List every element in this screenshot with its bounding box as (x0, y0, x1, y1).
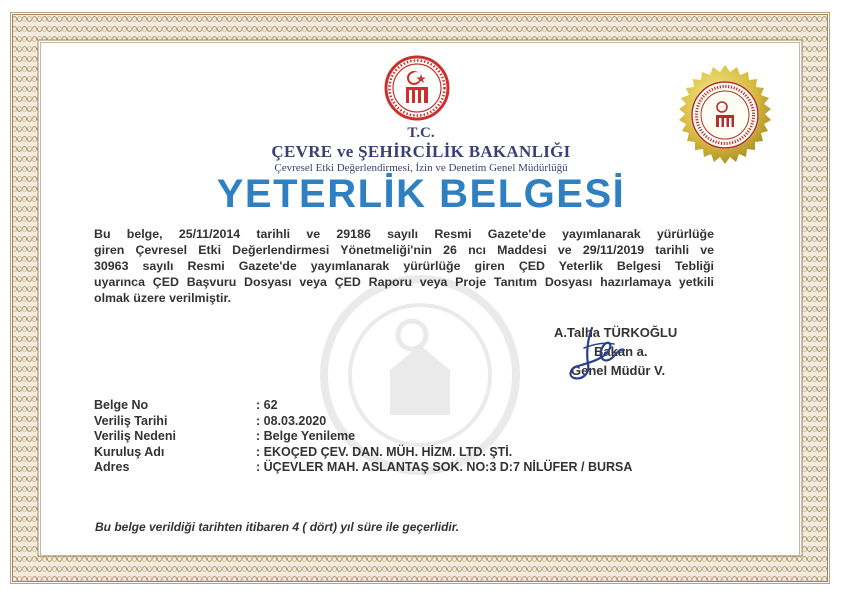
statement-line: uyarınca ÇED Başvuru Dosyası veya ÇED Raporu veya Proje Tanıtım Dosyası hazırlamaya yetkili (94, 275, 714, 289)
statement-line: 30963 sayılı Resmi Gazete'de yayımlanarak yürürlüğe giren ÇED Yeterlik Belgesi Tebliği (94, 259, 714, 273)
detail-row (94, 414, 632, 430)
detail-row (94, 445, 632, 461)
state-label: T.C. (407, 125, 435, 141)
detail-label: Veriliş Nedeni (94, 429, 176, 443)
detail-label: Belge No (94, 398, 149, 412)
signatory-title-line1: Bakan a. (594, 344, 648, 359)
detail-value: : ÜÇEVLER MAH. ASLANTAŞ SOK. NO:3 D:7 NİLÜFER / BURSA (256, 460, 633, 474)
validity-note: Bu belge verildiği tarihten itibaren 4 ( dört) yıl süre ile geçerlidir. (95, 520, 460, 534)
detail-label: Veriliş Tarihi (94, 413, 168, 428)
certificate-details (94, 398, 632, 476)
statement-line: giren Çevresel Etki Değerlendirmesi Yönetmeliği'nin 26 ncı Maddesi ve 29/11/2019 tarihli ve (94, 243, 714, 257)
signatory-name: A.Talha TÜRKOĞLU (554, 325, 678, 340)
department-name: Çevresel Etki Değerlendirmesi, İzin ve Denetim Genel Müdürlüğü (274, 162, 568, 174)
statement-line: olmak üzere verilmiştir. (94, 291, 232, 305)
statement-line: Bu belge, 25/11/2014 tarihli ve 29186 sayılı Resmi Gazete'de yayımlanarak yürürlüğe (94, 227, 714, 241)
signatory-title-line2: Genel Müdür V. (571, 363, 666, 378)
detail-label: Adres (94, 460, 130, 474)
detail-row (94, 429, 632, 445)
detail-row (94, 460, 632, 476)
detail-label: Kuruluş Adı (94, 444, 165, 459)
signature-icon (548, 318, 658, 388)
detail-value: : EKOÇED ÇEV. DAN. MÜH. HİZM. LTD. ŞTİ. (256, 444, 513, 459)
ministry-name: ÇEVRE ve ŞEHİRCİLİK BAKANLIĞI (271, 142, 571, 161)
detail-value: : 08.03.2020 (256, 413, 327, 428)
certificate-statement (94, 226, 714, 306)
detail-row (94, 398, 632, 414)
certificate-title: YETERLİK BELGESİ (216, 172, 626, 216)
detail-value: : Belge Yenileme (256, 429, 356, 443)
detail-value: : 62 (256, 398, 278, 412)
ministry-emblem-icon (384, 55, 450, 121)
